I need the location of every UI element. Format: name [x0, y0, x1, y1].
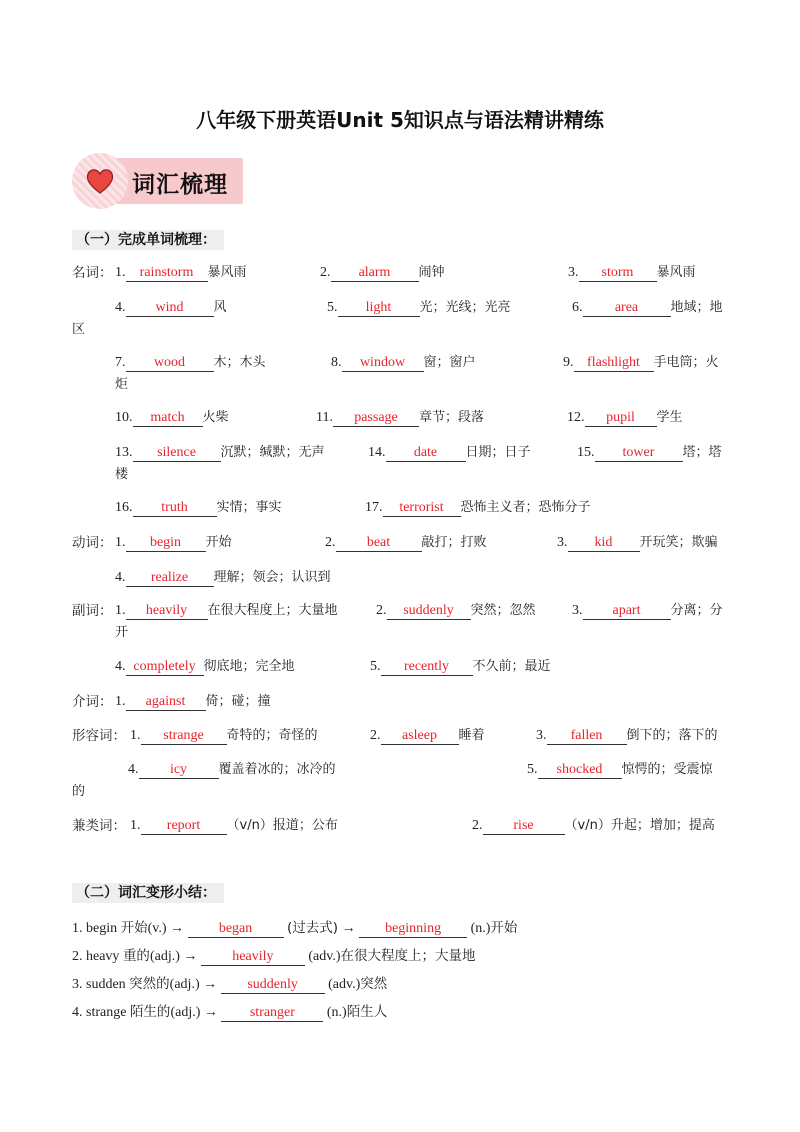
heart-icon: [85, 167, 115, 195]
wrap-text: 炬: [115, 377, 129, 392]
adjective-item: 2. asleep 睡着: [370, 728, 485, 743]
noun-item: 12. pupil 学生: [567, 410, 683, 425]
noun-item: 6. area 地域；地: [572, 300, 723, 315]
noun-item: 4. wind 风: [115, 300, 227, 315]
nouns-row-5: [0, 443, 800, 465]
noun-item: 16. truth 实情；事实: [115, 500, 282, 515]
variation-item: 4. strange 陌生的(adj.) → stranger (n.)陌生人: [72, 1004, 388, 1020]
wrap-text: 的: [72, 784, 86, 799]
nouns-row-2: [0, 298, 800, 320]
nouns-label: 名词：: [72, 265, 113, 281]
prepositions-row: [0, 692, 800, 714]
verbs-row-2: [0, 568, 800, 590]
heart-circle: [72, 153, 128, 209]
noun-item: 3. storm 暴风雨: [568, 265, 696, 280]
wrap-text: 区: [72, 322, 86, 337]
adverb-item: 4. completely 彻底地；完全地: [115, 659, 295, 674]
noun-item: 8. window 窗；窗户: [331, 355, 476, 370]
prepositions-label: 介词：: [72, 694, 113, 710]
adverb-item: 3. apart 分离；分: [572, 603, 723, 618]
nouns-row-6: [0, 498, 800, 520]
verb-item: 1. begin 开始: [115, 535, 232, 550]
multi-row: [0, 816, 800, 838]
adjectives-label: 形容词：: [72, 728, 126, 744]
verbs-label: 动词：: [72, 535, 113, 551]
preposition-item: 1. against 倚；碰；撞: [115, 694, 271, 709]
variation-item: 3. sudden 突然的(adj.) → suddenly (adv.)突然: [72, 976, 388, 992]
adjectives-row-2: [0, 760, 800, 782]
adverbs-label: 副词：: [72, 603, 113, 619]
variation-item: 2. heavy 重的(adj.) → heavily (adv.)在很大程度上；大量地: [72, 948, 476, 964]
noun-item: 10. match 火柴: [115, 410, 229, 425]
verb-item: 2. beat 敲打；打败: [325, 535, 487, 550]
multi-item: 2. rise （v/n）升起；增加；提高: [472, 818, 715, 833]
section1-heading: （一）完成单词梳理：: [72, 230, 224, 250]
noun-item: 13. silence 沉默；缄默；无声: [115, 445, 325, 460]
section2-heading: （二）词汇变形小结：: [72, 883, 224, 903]
adverb-item: 1. heavily 在很大程度上；大量地: [115, 603, 338, 618]
noun-item: 1. rainstorm 暴风雨: [115, 265, 247, 280]
noun-item: 17. terrorist 恐怖主义者；恐怖分子: [365, 500, 591, 515]
adjectives-row-1: [0, 726, 800, 748]
nouns-row-3: [0, 353, 800, 375]
noun-item: 7. wood 木；木头: [115, 355, 266, 370]
multi-label: 兼类词：: [72, 818, 126, 834]
adjective-item: 3. fallen 倒下的；落下的: [536, 728, 718, 743]
noun-item: 11. passage 章节；段落: [316, 410, 484, 425]
adjective-item: 5. shocked 惊愕的；受震惊: [527, 762, 713, 777]
noun-item: 15. tower 塔；塔: [577, 445, 722, 460]
noun-item: 2. alarm 闹钟: [320, 265, 445, 280]
adverb-item: 5. recently 不久前；最近: [370, 659, 551, 674]
verb-item: 3. kid 开玩笑；欺骗: [557, 535, 718, 550]
variation-item: 1. begin 开始(v.) → began (过去式) → beginning (n.)开始: [72, 920, 518, 936]
adverbs-row-2: [0, 657, 800, 679]
adjective-item: 4. icy 覆盖着冰的；冰冷的: [128, 762, 336, 777]
multi-item: 1. report （v/n）报道；公布: [130, 818, 338, 833]
adverbs-row-1: [0, 601, 800, 623]
wrap-text: 开: [115, 625, 129, 640]
nouns-row-4: [0, 408, 800, 430]
section-badge: [72, 152, 247, 210]
adverb-item: 2. suddenly 突然；忽然: [376, 603, 536, 618]
verbs-row-1: [0, 533, 800, 555]
noun-item: 14. date 日期；日子: [368, 445, 531, 460]
verb-item: 4. realize 理解；领会；认识到: [115, 570, 331, 585]
noun-item: 5. light 光；光线；光亮: [327, 300, 511, 315]
page-title: 八年级下册英语Unit 5知识点与语法精讲精练: [196, 108, 604, 132]
nouns-row-1: [0, 263, 800, 285]
adjective-item: 1. strange 奇特的；奇怪的: [130, 728, 318, 743]
wrap-text: 楼: [115, 467, 129, 482]
badge-text: 词汇梳理: [132, 172, 228, 198]
noun-item: 9. flashlight 手电筒；火: [563, 355, 719, 370]
